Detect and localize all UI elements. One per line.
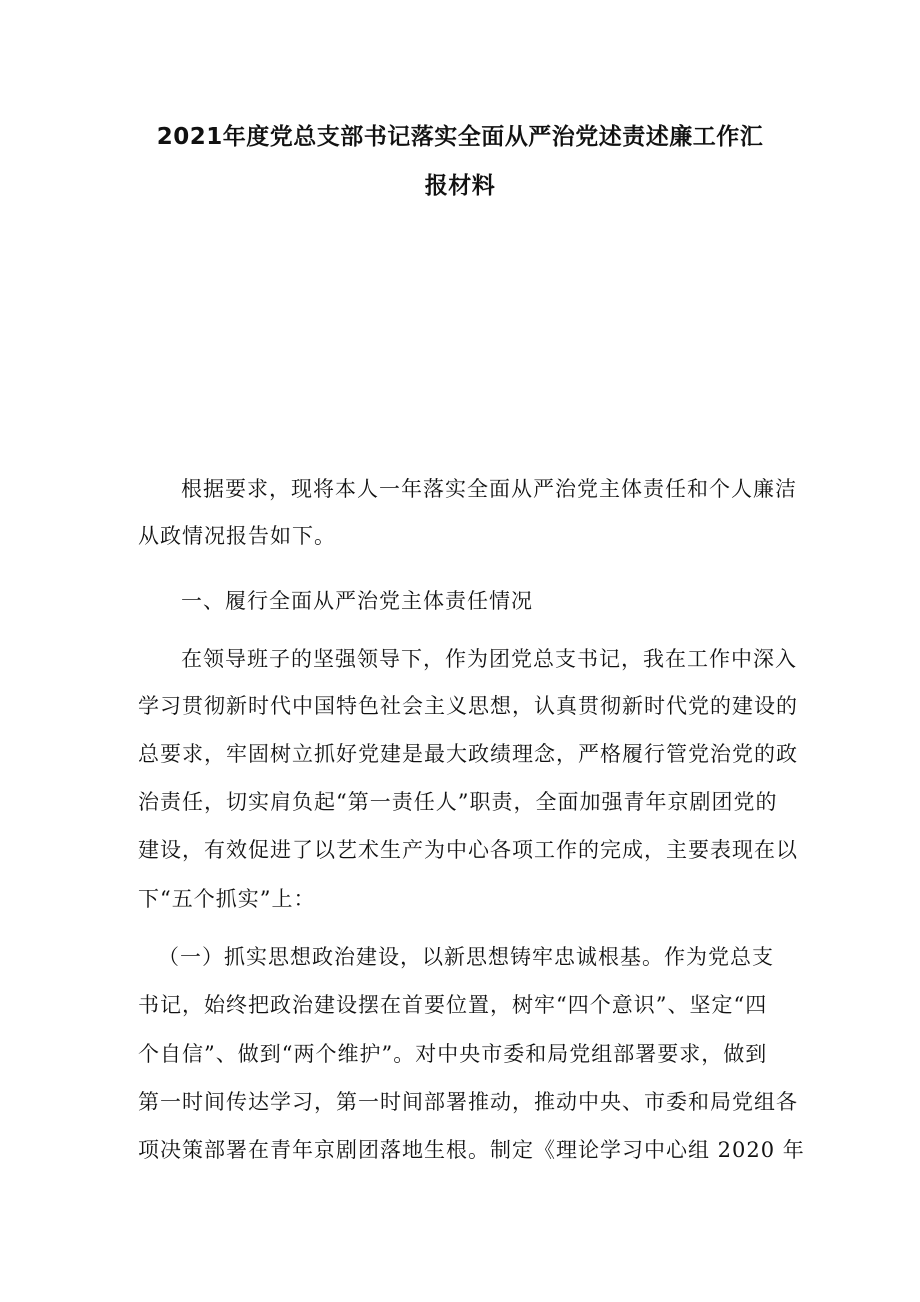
intro-line-1: 根据要求，现将本人一年落实全面从严治党主体责任和个人廉洁 <box>181 477 797 501</box>
para-1-line-2: 学习贯彻新时代中国特色社会主义思想，认真贯彻新时代党的建设的 <box>138 694 798 718</box>
para-2-line-4: 第一时间传达学习，第一时间部署推动，推动中央、市委和局党组各 <box>138 1090 798 1114</box>
para-2-line-2: 书记，始终把政治建设摆在首要位置，树牢“四个意识”、坚定“四 <box>138 993 768 1017</box>
document-title-line-1: 2021年度党总支部书记落实全面从严治党述责述廉工作汇 <box>156 124 764 150</box>
para-1-line-6: 下“五个抓实”上： <box>138 887 316 911</box>
para-2-line-5: 项决策部署在青年京剧团落地生根。制定《理论学习中心组 2020 年 <box>138 1138 805 1162</box>
para-1-line-3: 总要求，牢固树立抓好党建是最大政绩理念，严格履行管党治党的政 <box>138 742 798 766</box>
intro-line-2: 从政情况报告如下。 <box>138 524 336 548</box>
para-2-line-3: 个自信”、做到“两个维护”。对中央市委和局党组部署要求，做到 <box>138 1042 768 1066</box>
para-1-line-5: 建设，有效促进了以艺术生产为中心各项工作的完成，主要表现在以 <box>138 838 798 862</box>
section-1-heading: 一、履行全面从严治党主体责任情况 <box>181 589 533 613</box>
document-title-line-2: 报材料 <box>424 173 496 199</box>
para-1-line-4: 治责任，切实肩负起“第一责任人”职责，全面加强青年京剧团党的 <box>138 790 778 814</box>
para-1-line-1: 在领导班子的坚强领导下，作为团党总支书记，我在工作中深入 <box>181 647 797 671</box>
para-2-line-1: （一）抓实思想政治建设，以新思想铸牢忠诚根基。作为党总支 <box>158 945 774 969</box>
